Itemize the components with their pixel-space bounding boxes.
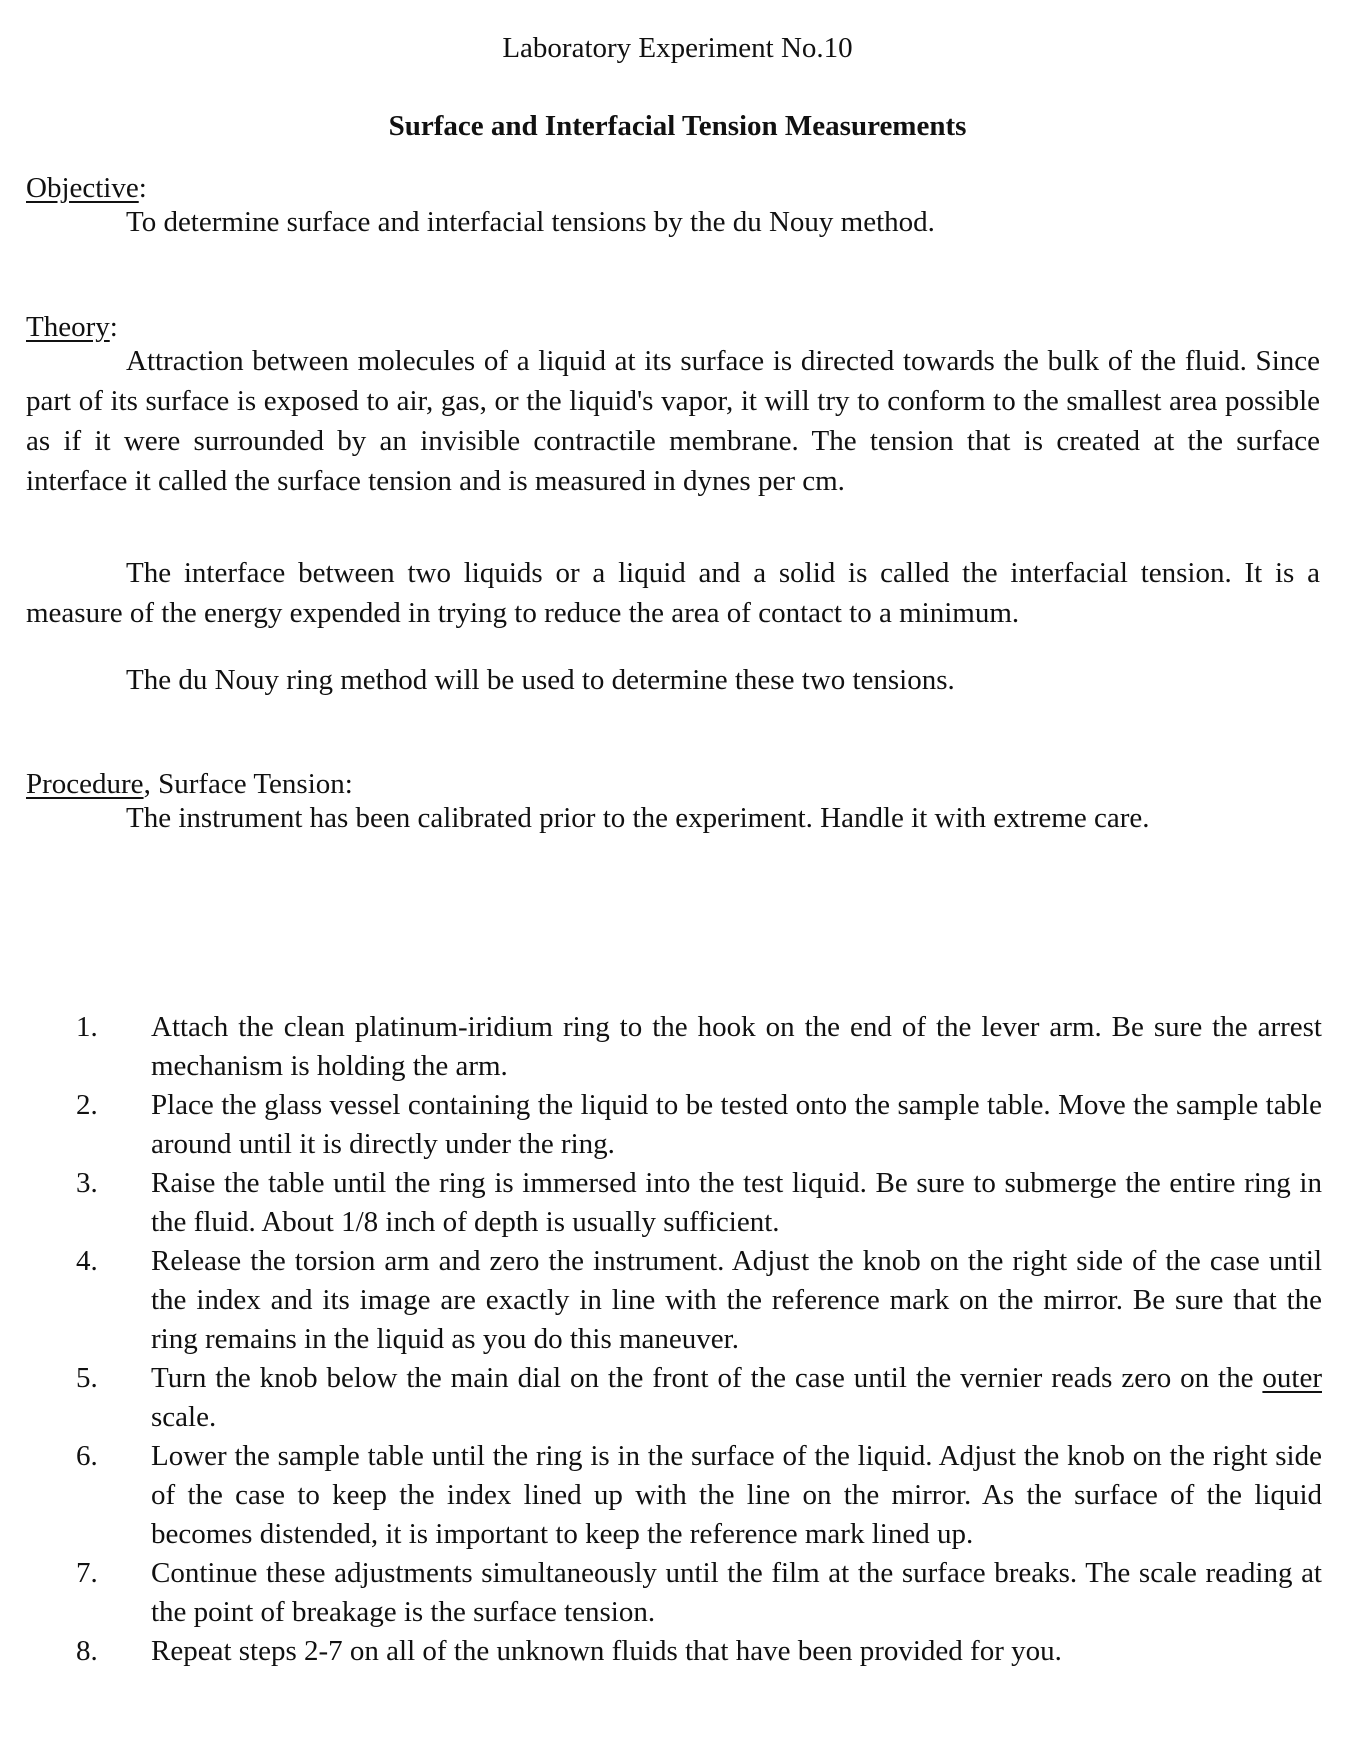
list-item: [60, 1242, 1322, 1359]
list-item: [60, 1554, 1322, 1632]
step-number: 8.: [76, 1635, 98, 1667]
step-number: 6.: [76, 1440, 98, 1472]
objective-heading-colon: :: [138, 172, 147, 204]
list-item: [60, 1008, 1322, 1086]
list-item: [60, 1164, 1322, 1242]
theory-paragraph-2-body: The interface between two liquids or a liquid and a solid is called the interfacial tension. It is a measure of the energy expended in trying to reduce the area of contact to a minimum.: [26, 557, 1320, 629]
procedure-heading-label: Procedure: [26, 768, 144, 800]
list-item: [60, 1086, 1322, 1164]
theory-paragraph-2: [26, 553, 1320, 633]
theory-paragraph-1-body: Attraction between molecules of a liquid at its surface is directed towards the bulk of the fluid. Since part of its surface is exposed to air, gas, or the liquid's vapor, it will try to conform to the smallest area possible as if it were surrounded by an invisible contractile membrane. The tension that is created at the surface interface it called the surface tension and is measured in dynes per cm.: [26, 345, 1320, 497]
theory-heading-colon: :: [109, 311, 118, 343]
step-text: Release the torsion arm and zero the instrument. Adjust the knob on the right side of the case until the index and its image are exactly in line with the reference mark on the mirror. Be sure that the ring remains in the liquid as you do this maneuver.: [151, 1245, 1322, 1355]
step-text: Attach the clean platinum-iridium ring to the hook on the end of the lever arm. Be sure the arrest mechanism is holding the arm.: [151, 1011, 1322, 1082]
theory-paragraph-3: [26, 660, 1320, 700]
step-number: 7.: [76, 1557, 98, 1589]
document-title: Laboratory Experiment No.10: [502, 32, 853, 64]
theory-paragraph-3-body: The du Nouy ring method will be used to determine these two tensions.: [126, 664, 955, 696]
list-item: [60, 1437, 1322, 1554]
step-text: Lower the sample table until the ring is in the surface of the liquid. Adjust the knob on the right side of the case to keep the index lined up with the line on the mirror. As the surface of the liquid becomes distended, it is important to keep the reference mark lined up.: [151, 1440, 1322, 1550]
step-text-after: scale.: [151, 1401, 217, 1433]
procedure-heading: [26, 766, 353, 802]
step-number: 2.: [76, 1089, 98, 1121]
objective-heading-label: Objective: [26, 172, 139, 204]
objective-text: [26, 202, 1320, 242]
list-item: [60, 1359, 1322, 1437]
step-text-underlined: outer: [1262, 1362, 1322, 1394]
theory-paragraph-1: [26, 341, 1320, 501]
step-number: 3.: [76, 1167, 98, 1199]
objective-heading: [26, 170, 147, 206]
procedure-heading-rest: , Surface Tension:: [143, 768, 353, 800]
step-text: Repeat steps 2-7 on all of the unknown fluids that have been provided for you.: [151, 1635, 1062, 1667]
theory-heading: [26, 309, 118, 345]
document-subtitle: Surface and Interfacial Tension Measurements: [388, 110, 967, 142]
step-number: 5.: [76, 1362, 98, 1394]
procedure-intro: [26, 798, 1320, 838]
step-text-before: Turn the knob below the main dial on the front of the case until the vernier reads zero on the: [151, 1362, 1263, 1394]
step-number: 1.: [76, 1011, 98, 1043]
step-text: Continue these adjustments simultaneously until the film at the surface breaks. The scale reading at the point of breakage is the surface tension.: [151, 1557, 1322, 1628]
list-item: [60, 1632, 1322, 1671]
objective-text-body: To determine surface and interfacial tensions by the du Nouy method.: [126, 206, 935, 238]
step-text: Raise the table until the ring is immersed into the test liquid. Be sure to submerge the entire ring in the fluid. About 1/8 inch of depth is usually sufficient.: [151, 1167, 1322, 1238]
procedure-steps-list: [60, 1008, 1322, 1671]
theory-heading-label: Theory: [26, 311, 110, 343]
step-number: 4.: [76, 1245, 98, 1277]
step-text: Place the glass vessel containing the liquid to be tested onto the sample table. Move the sample table around until it is directly under the ring.: [151, 1089, 1322, 1160]
procedure-intro-body: The instrument has been calibrated prior to the experiment. Handle it with extreme care.: [126, 802, 1150, 834]
